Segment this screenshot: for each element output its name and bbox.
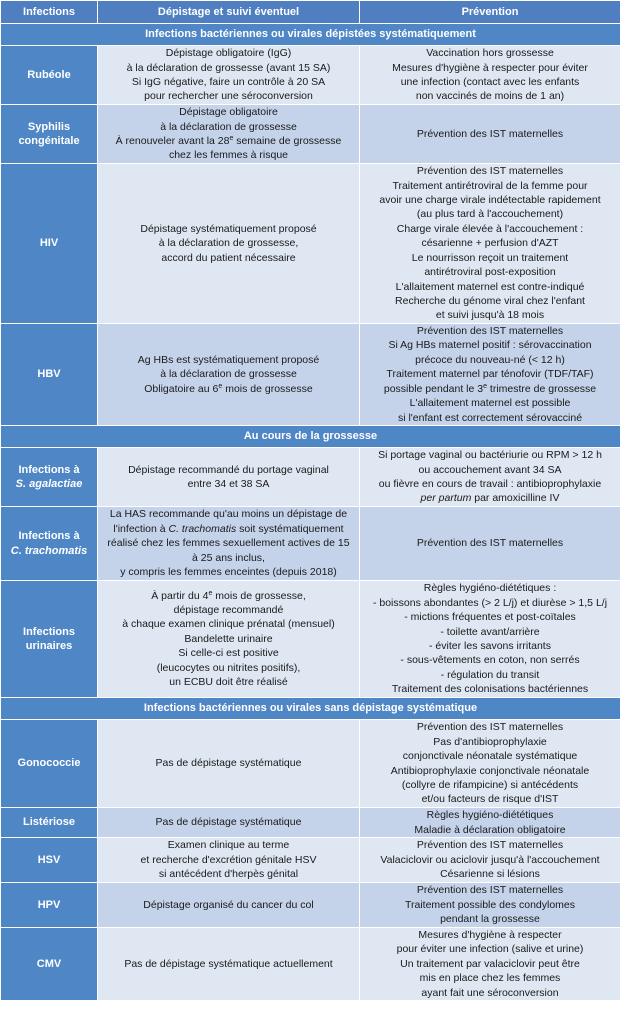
- text-line: Bandelette urinaire: [184, 632, 273, 645]
- table-row: [1, 448, 620, 507]
- screening-cell: Pas de dépistage systématique: [98, 808, 360, 838]
- table-row: [1, 164, 620, 324]
- text-line: y compris les femmes enceintes (depuis 2018): [120, 566, 337, 579]
- text-line: [101, 134, 356, 148]
- text-line: congénitale: [18, 135, 80, 147]
- screening-cell: [98, 581, 360, 698]
- text-line: - mictions fréquentes et post-coïtales: [404, 611, 576, 624]
- screening-cell: Dépistage organisé du cancer du col: [98, 883, 360, 928]
- text-line: Maladie à déclaration obligatoire: [414, 823, 566, 836]
- text-line: Si Ag HBs maternel positif : sérovaccination: [388, 339, 592, 352]
- text-line: accord du patient nécessaire: [161, 251, 296, 264]
- infection-name: [1, 507, 98, 581]
- infection-name: HPV: [1, 883, 98, 928]
- text-line: ayant fait une séroconversion: [421, 986, 559, 999]
- screening-cell: [98, 324, 360, 426]
- text-line: (collyre de rifampicine) si antécédents: [401, 778, 579, 791]
- text-part: semaine de grossesse: [233, 135, 342, 147]
- text-line: Recherche du génome viral chez l'enfant: [395, 294, 585, 307]
- prevention-cell: [360, 808, 620, 838]
- text-line: L'allaitement maternel est possible: [409, 397, 571, 410]
- table-row: [1, 883, 620, 928]
- screening-cell: [98, 838, 360, 883]
- section-row: [1, 426, 620, 448]
- infection-name: HBV: [1, 324, 98, 426]
- text-part: C. trachomatis: [10, 544, 88, 557]
- text-line: Infections: [23, 625, 75, 638]
- text-line: césarienne + perfusion d'AZT: [421, 237, 559, 250]
- screening-cell: Pas de dépistage systématique actuellement: [98, 928, 360, 1001]
- text-part: trimestre de grossesse: [487, 382, 597, 395]
- text-part: mois de grossesse,: [212, 589, 306, 602]
- table-row: [1, 507, 620, 581]
- prevention-cell: [360, 883, 620, 928]
- text-line: (leucocytes ou nitrites positifs),: [156, 661, 301, 674]
- text-line: urinaires: [25, 640, 73, 652]
- text-line: à la déclaration de grossesse (avant 15 SA): [126, 61, 331, 74]
- text-part: l'infection à: [113, 522, 169, 535]
- text-line: Règles hygiéno-diététiques: [426, 809, 554, 822]
- text-line: Infections à: [18, 463, 80, 476]
- infection-name: [1, 105, 98, 164]
- prevention-cell: Prévention des IST maternelles: [360, 507, 620, 581]
- text-line: [101, 382, 356, 396]
- text-line: [4, 477, 94, 491]
- prevention-cell: [360, 164, 620, 324]
- text-line: Infections à: [18, 530, 80, 543]
- prevention-cell: [360, 581, 620, 698]
- section-row: [1, 698, 620, 720]
- text-line: Traitement des colonisations bactériennes: [391, 683, 589, 696]
- table-row: [1, 928, 620, 1001]
- text-line: Prévention des IST maternelles: [416, 884, 564, 897]
- infection-name: Listériose: [1, 808, 98, 838]
- screening-cell: Pas de dépistage systématique: [98, 720, 360, 808]
- text-part: par amoxicilline IV: [471, 492, 560, 505]
- text-line: Dépistage obligatoire: [179, 106, 278, 119]
- superscript: e: [218, 382, 223, 390]
- text-line: pendant la grossesse: [440, 913, 540, 926]
- superscript: e: [483, 382, 488, 390]
- prevention-cell: [360, 720, 620, 808]
- table-row: [1, 808, 620, 838]
- infection-name: [1, 581, 98, 698]
- table-row: [1, 581, 620, 698]
- infection-name: HIV: [1, 164, 98, 324]
- prevention-cell: [360, 928, 620, 1001]
- table-row: [1, 838, 620, 883]
- text-line: Ag HBs est systématiquement proposé: [137, 353, 320, 366]
- text-line: Le nourrisson reçoit un traitement: [411, 251, 569, 264]
- text-part: S. agalactiae: [15, 478, 83, 490]
- text-line: [363, 491, 617, 505]
- text-line: Dépistage systématiquement proposé: [140, 222, 317, 235]
- text-line: réalisé chez les femmes sexuellement actives de 15: [107, 537, 350, 550]
- text-line: - boissons abondantes (> 2 L/j) et diurèse > 1,5 L/j: [372, 596, 608, 609]
- prevention-cell: [360, 838, 620, 883]
- text-line: Si IgG négative, faire un contrôle à 20 SA: [131, 76, 326, 88]
- superscript: e: [208, 589, 213, 597]
- text-line: et suivi jusqu'à 18 mois: [435, 309, 545, 322]
- text-line: à la déclaration de grossesse: [160, 368, 297, 381]
- text-line: avoir une charge virale indétectable rapidement: [379, 194, 601, 207]
- text-line: Si portage vaginal ou bactériurie ou RPM > 12 h: [378, 449, 602, 462]
- section-title: Au cours de la grossesse: [1, 426, 620, 448]
- text-line: Traitement possible des condylomes: [404, 898, 576, 911]
- text-line: [99, 522, 358, 536]
- text-line: non vaccinés de moins de 1 an): [415, 90, 565, 103]
- text-line: un ECBU doit être réalisé: [169, 676, 288, 689]
- text-line: conjonctivale néonatale systématique: [402, 750, 578, 763]
- text-line: Syphilis: [27, 120, 71, 133]
- text-line: [363, 382, 617, 396]
- text-line: ou fièvre en cours de travail : antibioprophylaxie: [378, 478, 602, 490]
- screening-cell: [98, 507, 360, 581]
- header-screening: Dépistage et suivi éventuel: [98, 1, 360, 24]
- text-part: C. trachomatis: [168, 522, 237, 535]
- text-line: Prévention des IST maternelles: [416, 721, 564, 734]
- text-line: L'allaitement maternel est contre-indiqué: [395, 280, 585, 293]
- text-part: soit systématiquement: [236, 522, 344, 535]
- text-line: Prévention des IST maternelles: [416, 325, 564, 338]
- text-line: - éviter les savons irritants: [429, 640, 551, 652]
- text-line: ou accouchement avant 34 SA: [418, 463, 562, 476]
- text-line: chez les femmes à risque: [168, 149, 289, 162]
- prevention-cell: Prévention des IST maternelles: [360, 105, 620, 164]
- infection-name: Gonococcie: [1, 720, 98, 808]
- text-line: [101, 589, 356, 603]
- prevention-cell: [360, 46, 620, 105]
- header-prevention: Prévention: [360, 1, 620, 24]
- text-line: Règles hygiéno-diététiques :: [423, 582, 557, 595]
- infection-name: Rubéole: [1, 46, 98, 105]
- text-line: une infection (contact avec les enfants: [400, 76, 580, 88]
- screening-cell: [98, 448, 360, 507]
- text-line: dépistage recommandé: [173, 603, 284, 616]
- text-line: [4, 544, 94, 558]
- section-row: [1, 24, 620, 46]
- text-line: pour rechercher une séroconversion: [144, 90, 313, 103]
- text-line: (au plus tard à l'accouchement): [416, 208, 564, 221]
- text-line: précoce du nouveau-né (< 12 h): [415, 353, 565, 366]
- text-line: et/ou facteurs de risque d'IST: [421, 793, 559, 806]
- text-line: à chaque examen clinique prénatal (mensuel): [122, 618, 335, 631]
- text-line: si antécédent d'herpès génital: [158, 868, 299, 881]
- text-line: Mesures d'hygiène à respecter pour éviter: [392, 61, 588, 74]
- table-row: [1, 324, 620, 426]
- text-line: Traitement antirétroviral de la femme pour: [392, 179, 588, 192]
- text-line: entre 34 et 38 SA: [187, 478, 270, 490]
- table-row: [1, 105, 620, 164]
- table-row: [1, 720, 620, 808]
- text-line: antirétroviral post-exposition: [424, 266, 556, 279]
- table-row: [1, 46, 620, 105]
- text-line: - sous-vêtements en coton, non serrés: [400, 654, 580, 667]
- screening-cell: [98, 164, 360, 324]
- prevention-cell: [360, 324, 620, 426]
- text-line: Dépistage obligatoire (IgG): [165, 47, 292, 60]
- superscript: e: [229, 135, 234, 142]
- text-line: Antibioprophylaxie conjonctivale néonatale: [390, 764, 590, 777]
- infection-name: HSV: [1, 838, 98, 883]
- text-line: Si celle-ci est positive: [178, 647, 279, 660]
- text-line: Mesures d'hygiène à respecter: [418, 929, 562, 941]
- infection-name: [1, 448, 98, 507]
- screening-cell: [98, 46, 360, 105]
- text-line: à la déclaration de grossesse,: [158, 237, 299, 250]
- text-line: Prévention des IST maternelles: [416, 165, 564, 178]
- screening-cell: [98, 105, 360, 164]
- infection-name: CMV: [1, 928, 98, 1001]
- text-part: per partum: [420, 492, 472, 505]
- text-line: Pas d'antibioprophylaxie: [433, 735, 547, 748]
- text-line: Valaciclovir ou aciclovir jusqu'à l'accouchement: [380, 853, 600, 866]
- text-line: si l'enfant est correctement sérovacciné: [397, 411, 583, 424]
- text-line: mis en place chez les femmes: [419, 972, 561, 985]
- text-part: À renouveler avant la 28: [115, 135, 230, 147]
- text-line: Un traitement par valaciclovir peut être: [400, 957, 580, 970]
- text-line: La HAS recommande qu'au moins un dépistage de: [109, 508, 348, 521]
- text-line: pour éviter une infection (salive et urine): [396, 943, 584, 956]
- text-line: Charge virale élevée à l'accouchement :: [396, 222, 584, 235]
- header-infections: Infections: [1, 1, 98, 24]
- text-line: - toilette avant/arrière: [440, 625, 540, 638]
- text-line: - régulation du transit: [440, 668, 540, 681]
- text-line: Examen clinique au terme: [167, 839, 290, 852]
- text-line: Césarienne si lésions: [440, 868, 540, 881]
- text-line: Vaccination hors grossesse: [426, 47, 554, 60]
- text-line: Traitement maternel par ténofovir (TDF/TAF): [386, 368, 594, 381]
- text-line: et recherche d'excrétion génitale HSV: [140, 853, 317, 866]
- text-line: Dépistage recommandé du portage vaginal: [128, 463, 329, 476]
- text-part: À partir du 4: [151, 589, 209, 602]
- prevention-cell: [360, 448, 620, 507]
- text-line: Prévention des IST maternelles: [416, 839, 564, 852]
- section-title: Infections bactériennes ou virales dépistées systématiquement: [1, 24, 620, 46]
- text-line: à 25 ans inclus,: [192, 551, 265, 564]
- text-part: mois de grossesse: [222, 382, 313, 395]
- header-row: [1, 1, 620, 24]
- text-part: possible pendant le 3: [383, 382, 484, 395]
- text-part: Obligatoire au 6: [144, 382, 219, 395]
- section-title: Infections bactériennes ou virales sans dépistage systématique: [1, 698, 620, 720]
- text-line: à la déclaration de grossesse: [160, 120, 297, 133]
